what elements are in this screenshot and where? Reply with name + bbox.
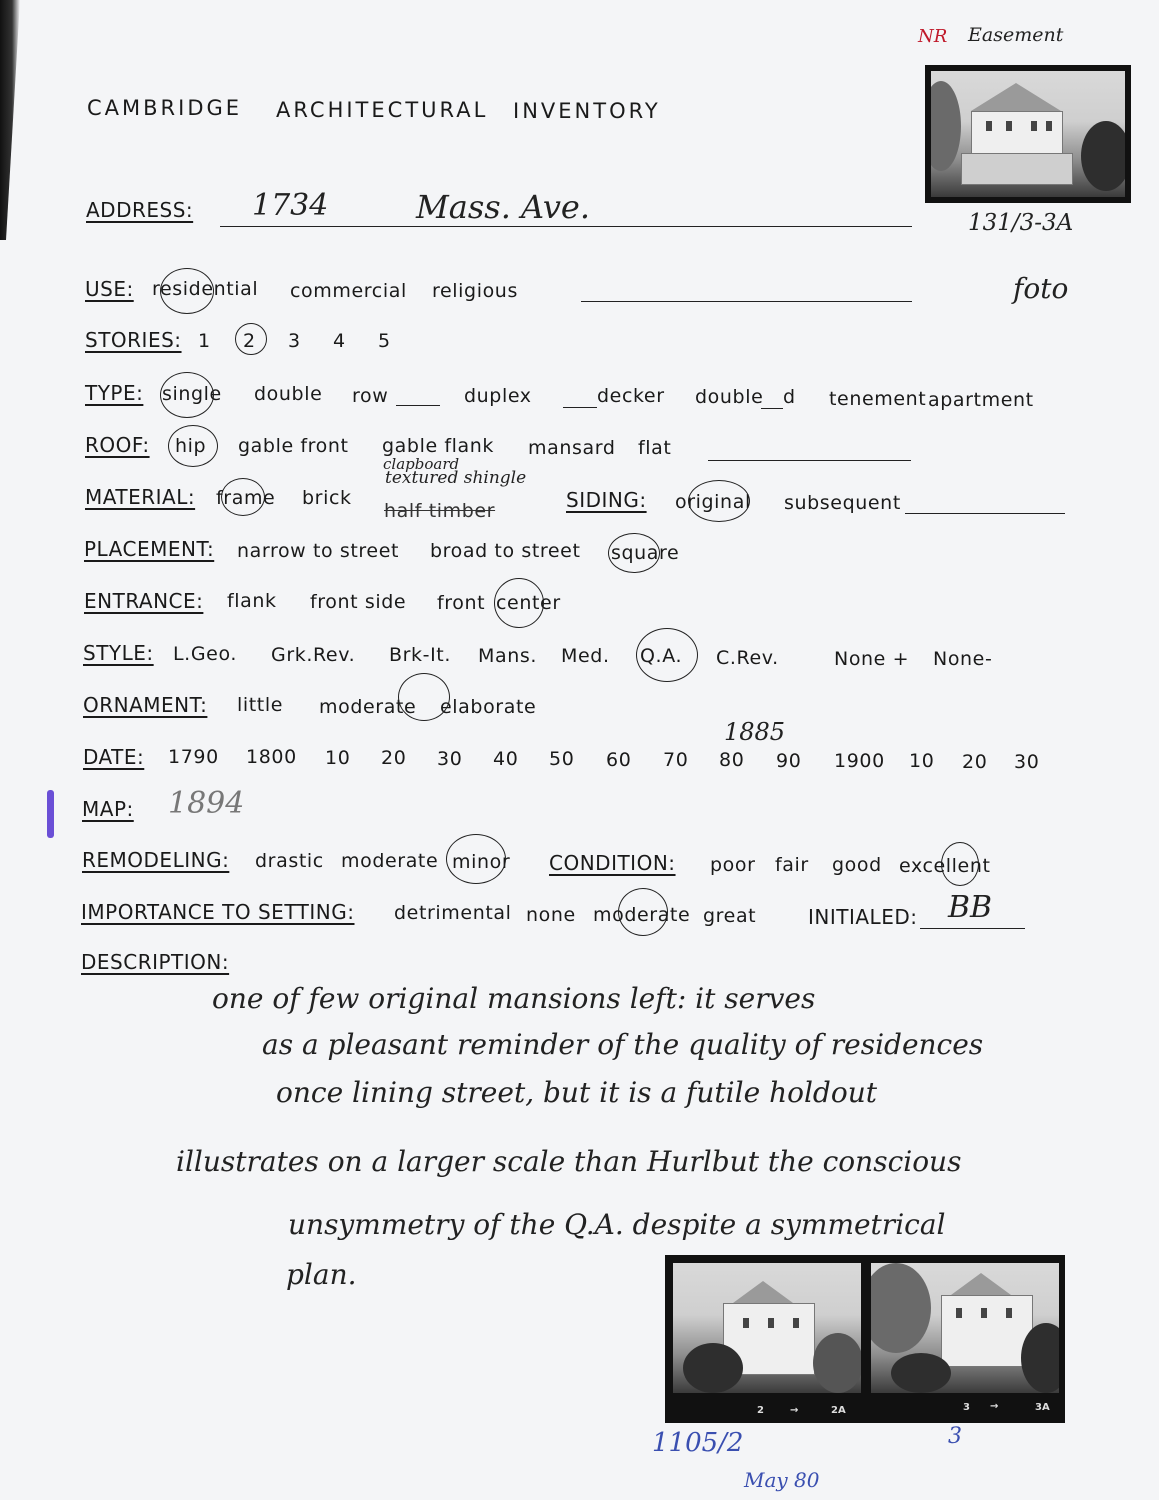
- foto-note: foto: [1013, 272, 1069, 305]
- initialed-value: BB: [948, 890, 993, 925]
- date-option-30: 30: [437, 748, 463, 770]
- footer-date: May 80: [744, 1468, 820, 1492]
- type-option-double: double: [254, 383, 323, 405]
- contact-frame-3: [871, 1263, 1059, 1393]
- description-line-2: as a pleasant reminder of the quality of residences: [262, 1028, 984, 1061]
- material-handwritten-shingle: textured shingle: [385, 468, 527, 488]
- map-label: MAP:: [82, 797, 134, 821]
- date-handwritten: 1885: [724, 718, 786, 746]
- roof-blank: [708, 460, 911, 461]
- placement-option-square: square: [611, 542, 680, 564]
- type-option-d: d: [783, 386, 796, 408]
- placement-option-narrow: narrow to street: [237, 540, 400, 562]
- type-option-duplex: duplex: [464, 385, 532, 407]
- stories-option-3: 3: [288, 330, 301, 352]
- form-title-cambridge: CAMBRIDGE: [87, 96, 243, 120]
- importance-option-great: great: [703, 905, 757, 927]
- use-option-residential: residential: [152, 278, 259, 300]
- date-option-1920: 20: [962, 751, 988, 773]
- style-option-brkit: Brk-It.: [389, 644, 451, 666]
- form-title-inventory: INVENTORY: [513, 99, 661, 123]
- strip-frame-label-3: 3: [963, 1402, 970, 1413]
- easement-note: Easement: [968, 24, 1064, 46]
- date-option-70: 70: [663, 749, 689, 771]
- date-option-20: 20: [381, 747, 407, 769]
- footer-frame-number: 3: [948, 1424, 962, 1449]
- condition-label: CONDITION:: [549, 851, 676, 875]
- nr-note: NR: [918, 26, 948, 47]
- stories-option-2: 2: [243, 330, 256, 352]
- entrance-option-center: center: [496, 592, 561, 614]
- remodeling-label: REMODELING:: [82, 848, 230, 872]
- stories-label: STORIES:: [85, 328, 182, 352]
- use-label: USE:: [85, 277, 134, 301]
- style-option-none-plus: None +: [834, 648, 910, 670]
- photo-reference: 131/3-3A: [968, 210, 1074, 236]
- material-option-frame: frame: [216, 487, 276, 509]
- description-line-6: plan.: [286, 1258, 357, 1291]
- footer-reference: 1105/2: [652, 1428, 744, 1458]
- condition-option-poor: poor: [710, 854, 756, 876]
- stories-option-1: 1: [198, 330, 211, 352]
- date-option-1790: 1790: [168, 746, 219, 768]
- initialed-blank: [920, 928, 1025, 929]
- ornament-option-elaborate: elaborate: [440, 696, 537, 718]
- importance-option-none: none: [526, 904, 576, 926]
- importance-label: IMPORTANCE TO SETTING:: [81, 900, 355, 924]
- description-line-1: one of few original mansions left: it serves: [212, 982, 816, 1015]
- entrance-option-front: front: [437, 592, 486, 614]
- placement-label: PLACEMENT:: [84, 537, 215, 561]
- siding-option-original: original: [675, 491, 751, 513]
- contact-strip: [665, 1255, 1065, 1423]
- importance-option-moderate: moderate: [593, 904, 691, 926]
- date-option-1930: 30: [1014, 751, 1040, 773]
- type-decker-blank: [563, 407, 597, 408]
- strip-arrow-2: →: [990, 1401, 999, 1412]
- style-option-none-minus: None-: [933, 648, 993, 670]
- type-double-d-blank: [761, 408, 783, 409]
- house-photo: [925, 65, 1131, 203]
- description-line-3: once lining street, but it is a futile holdout: [276, 1076, 877, 1109]
- strip-frame-label-3a: 3A: [1035, 1402, 1050, 1413]
- date-option-40: 40: [493, 748, 519, 770]
- use-blank: [581, 301, 912, 302]
- roof-option-mansard: mansard: [528, 437, 616, 459]
- description-line-5: unsymmetry of the Q.A. despite a symmetrical: [288, 1208, 946, 1241]
- description-label: DESCRIPTION:: [81, 950, 230, 974]
- date-option-1900: 1900: [834, 750, 885, 772]
- entrance-option-front-side: front side: [310, 591, 407, 613]
- date-option-10: 10: [325, 747, 351, 769]
- type-option-apartment: apartment: [928, 389, 1034, 411]
- use-option-commercial: commercial: [290, 280, 407, 302]
- ornament-label: ORNAMENT:: [83, 693, 208, 717]
- date-option-60: 60: [606, 749, 632, 771]
- entrance-option-flank: flank: [227, 590, 277, 612]
- date-label: DATE:: [83, 745, 145, 769]
- form-title-architectural: ARCHITECTURAL: [276, 98, 489, 122]
- siding-blank: [905, 513, 1065, 514]
- material-option-half-timber: half timber: [384, 500, 496, 522]
- ornament-option-moderate: moderate: [319, 696, 417, 718]
- address-line: [220, 226, 912, 227]
- entrance-label: ENTRANCE:: [84, 589, 204, 613]
- highlighter-mark: [47, 790, 54, 838]
- date-option-80: 80: [719, 749, 745, 771]
- type-row-blank: [396, 405, 440, 406]
- date-option-50: 50: [549, 748, 575, 770]
- type-option-decker: decker: [597, 385, 665, 407]
- initialed-label: INITIALED:: [808, 905, 918, 929]
- type-option-tenement: tenement: [829, 388, 927, 410]
- roof-option-flat: flat: [638, 437, 672, 459]
- condition-option-excellent: excellent: [899, 855, 991, 877]
- style-label: STYLE:: [83, 641, 154, 665]
- stories-option-5: 5: [378, 330, 391, 352]
- type-option-row: row: [352, 385, 389, 407]
- material-label: MATERIAL:: [85, 485, 196, 509]
- strip-frame-label-2: 2: [757, 1405, 764, 1416]
- condition-option-good: good: [832, 854, 882, 876]
- scan-edge-shadow: [0, 0, 20, 240]
- remodeling-option-minor: minor: [452, 851, 511, 873]
- date-option-90: 90: [776, 750, 802, 772]
- style-option-crev: C.Rev.: [716, 647, 779, 669]
- roof-option-hip: hip: [175, 435, 207, 457]
- style-option-qa: Q.A.: [640, 645, 683, 667]
- date-option-1800: 1800: [246, 746, 297, 768]
- style-option-grkrev: Grk.Rev.: [271, 644, 356, 666]
- stories-option-4: 4: [333, 330, 346, 352]
- address-street: Mass. Ave.: [416, 188, 591, 226]
- remodeling-option-moderate: moderate: [341, 850, 439, 872]
- type-label: TYPE:: [85, 381, 144, 405]
- siding-option-subsequent: subsequent: [784, 492, 901, 514]
- description-line-4: illustrates on a larger scale than Hurlbut the conscious: [176, 1145, 962, 1178]
- type-option-double-d: double: [695, 386, 764, 408]
- strip-frame-label-2a: 2A: [831, 1405, 846, 1416]
- use-option-religious: religious: [432, 280, 518, 302]
- address-number: 1734: [252, 188, 329, 223]
- roof-option-gable-front: gable front: [238, 435, 349, 457]
- siding-label: SIDING:: [566, 488, 647, 512]
- remodeling-option-drastic: drastic: [255, 850, 324, 872]
- placement-option-broad: broad to street: [430, 540, 581, 562]
- type-option-single: single: [162, 383, 222, 405]
- style-option-lgeo: L.Geo.: [173, 643, 237, 665]
- date-option-1910: 10: [909, 750, 935, 772]
- strip-arrow-1: →: [790, 1405, 799, 1416]
- ornament-option-little: little: [237, 694, 284, 716]
- style-option-mans: Mans.: [478, 645, 538, 667]
- map-handwritten: 1894: [168, 786, 245, 821]
- material-handwritten-clapboard: clapboard: [383, 455, 460, 473]
- roof-label: ROOF:: [85, 433, 150, 457]
- material-option-brick: brick: [302, 487, 352, 509]
- importance-option-detrimental: detrimental: [394, 902, 512, 924]
- style-option-med: Med.: [561, 645, 610, 667]
- contact-frame-2: [673, 1263, 861, 1393]
- roof-option-gable-flank: gable flank: [382, 435, 495, 457]
- address-label: ADDRESS:: [86, 198, 194, 222]
- condition-option-fair: fair: [775, 854, 809, 876]
